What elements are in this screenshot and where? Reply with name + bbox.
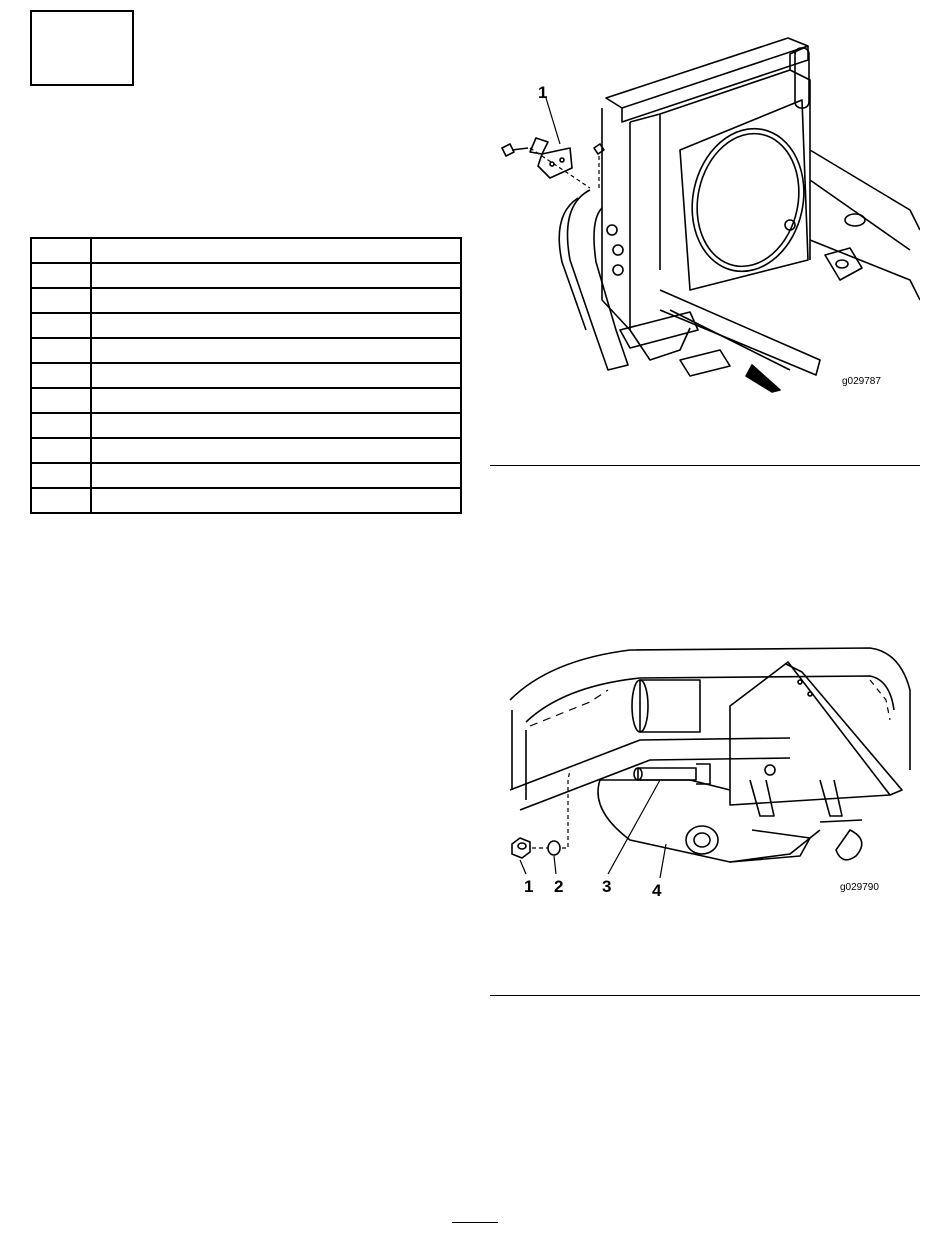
figure1-callout-1: 1: [538, 83, 548, 102]
table-cell-procedure: [31, 363, 91, 388]
table-row: [31, 363, 461, 388]
table-row: [31, 338, 461, 363]
table-cell-procedure: [31, 463, 91, 488]
table-cell-description: [91, 413, 461, 438]
table-cell-procedure: [31, 313, 91, 338]
table-cell-description: [91, 388, 461, 413]
figure2-id: g029790: [840, 882, 879, 893]
table-row: [31, 313, 461, 338]
table-cell-procedure: [31, 488, 91, 513]
table-cell-procedure: [31, 388, 91, 413]
page-number-rule: [452, 1222, 498, 1223]
table-cell-description: [91, 238, 461, 263]
table-cell-description: [91, 488, 461, 513]
figure2-callout-2: 2: [554, 877, 564, 896]
table-cell-procedure: [31, 238, 91, 263]
table-row: [31, 288, 461, 313]
table-row: [31, 438, 461, 463]
step-number-box: [30, 10, 134, 86]
table-cell-description: [91, 338, 461, 363]
table-row: [31, 388, 461, 413]
figure-pivot-illustration: [490, 630, 920, 910]
table-cell-procedure: [31, 438, 91, 463]
table-cell-description: [91, 463, 461, 488]
table-cell-description: [91, 313, 461, 338]
table-cell-procedure: [31, 263, 91, 288]
table-cell-description: [91, 438, 461, 463]
table-row: [31, 238, 461, 263]
table-cell-description: [91, 363, 461, 388]
table-row: [31, 488, 461, 513]
table-row: [31, 463, 461, 488]
figure-separator-1: [490, 465, 920, 466]
table-cell-description: [91, 263, 461, 288]
table-row: [31, 413, 461, 438]
figure2-callout-3: 3: [602, 877, 612, 896]
figure2-callout-4: 4: [652, 881, 662, 900]
parts-table: [30, 237, 462, 514]
table-cell-description: [91, 288, 461, 313]
table-cell-procedure: [31, 413, 91, 438]
figure2-callout-1: 1: [524, 877, 534, 896]
figure-separator-2: [490, 995, 920, 996]
table-cell-procedure: [31, 338, 91, 363]
figure1-id: g029787: [842, 376, 881, 387]
table-cell-procedure: [31, 288, 91, 313]
figure-bracket-illustration: [490, 30, 920, 400]
table-row: [31, 263, 461, 288]
